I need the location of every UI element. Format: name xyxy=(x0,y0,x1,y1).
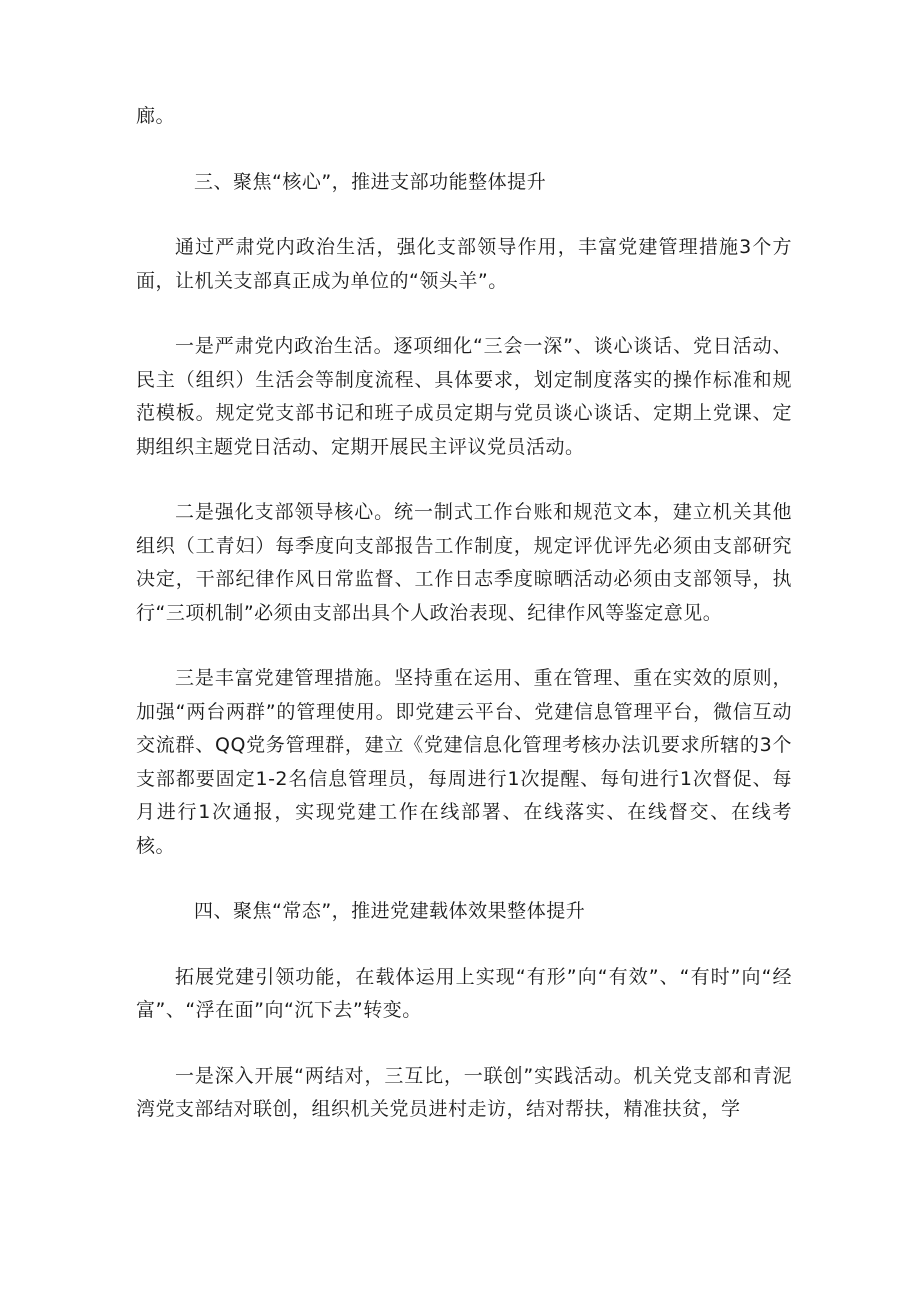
paragraph-3-intro: 通过严肃党内政治生活，强化支部领导作用，丰富党建管理措施3个方面，让机关支部真正成为单位的“领头羊”。 xyxy=(136,236,792,292)
paragraph-gap xyxy=(136,464,792,496)
paragraph-gap xyxy=(136,863,792,895)
paragraph-3-3: 三是丰富党建管理措施。坚持重在运用、重在管理、重在实效的原则，加强“两台两群”的管理使用。即党建云平台、党建信息管理平台，微信互动交流群、QQ党务管理群，建立《党建信息化管理考核办法讥要求所辖的3个支部都要固定1-2名信息管理员，每周进行1次提醒、每旬进行1次督促、每月进行1次通报，实现党建工作在线部署、在线落实、在线督交、在线考核。 xyxy=(136,667,792,857)
paragraph-gap xyxy=(136,199,792,231)
section-heading-4: 四、聚焦“常态”，推进党建载体效果整体提升 xyxy=(194,900,586,922)
paragraph-continuation: 廊。 xyxy=(136,105,176,127)
paragraph-gap xyxy=(136,929,792,961)
paragraph-gap xyxy=(136,1028,792,1060)
paragraph-4-1: 一是深入开展“两结对，三互比，一联创”实践活动。机关党支部和青泥湾党支部结对联创，组织机关党员进村走访，结对帮扶，精准扶贫，学 xyxy=(136,1064,792,1120)
document-body xyxy=(136,100,792,1127)
section-heading-3: 三、聚焦“核心”，推进支部功能整体提升 xyxy=(194,170,547,193)
paragraph-gap xyxy=(136,630,792,662)
paragraph-4-intro: 拓展党建引领功能，在载体运用上实现“有形”向“有效”、“有时”向“经富”、“浮在面”向“沉下去”转变。 xyxy=(136,965,792,1021)
paragraph-gap xyxy=(136,134,792,166)
paragraph-3-1: 一是严肃党内政治生活。逐项细化“三会一深”、谈心谈话、党日活动、民主（组织）生活会等制度流程、具体要求，划定制度落实的操作标准和规范模板。规定党支部书记和班子成员定期与党员谈心谈话、定期上党课、定期组织主题党日活动、定期开展民主评议党员活动。 xyxy=(136,335,792,458)
paragraph-gap xyxy=(136,298,792,330)
paragraph-3-2: 二是强化支部领导核心。统一制式工作台账和规范文本，建立机关其他组织（工青妇）每季度向支部报告工作制度，规定评优评先必须由支部研究决定，干部纪律作风日常监督、工作日志季度晾晒活动必须由支部领导，执行“三项机制”必须由支部出具个人政治表现、纪律作风等鉴定意见。 xyxy=(136,501,792,624)
